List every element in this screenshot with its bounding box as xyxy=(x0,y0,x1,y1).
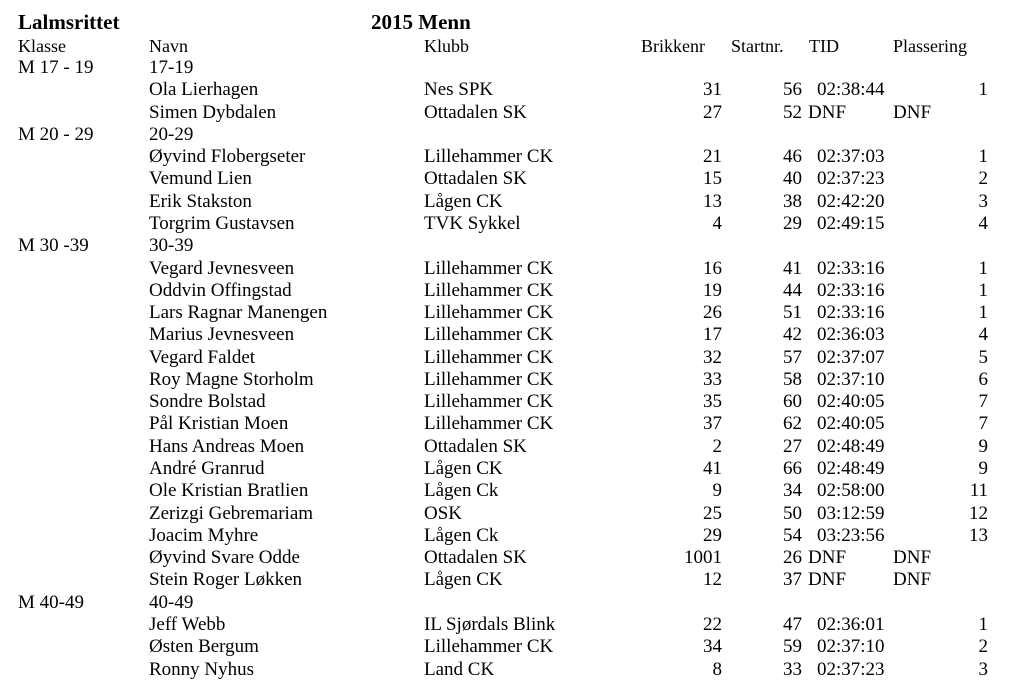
rider-name: Øyvind Svare Odde xyxy=(149,547,300,568)
document-title: Lalmsrittet xyxy=(18,10,120,34)
table-row xyxy=(0,436,1013,458)
class-age-range: 30-39 xyxy=(149,235,194,256)
table-row xyxy=(0,191,1013,213)
placement: 4 xyxy=(978,213,988,234)
start-number: 54 xyxy=(783,525,802,546)
finish-time: 02:36:01 xyxy=(817,614,885,635)
table-row xyxy=(0,258,1013,280)
chip-number: 16 xyxy=(703,258,722,279)
rider-club: OSK xyxy=(424,503,463,524)
finish-time: 02:33:16 xyxy=(817,258,885,279)
start-number: 33 xyxy=(783,659,802,680)
header-klubb: Klubb xyxy=(424,36,469,56)
class-age-range: 17-19 xyxy=(149,57,194,78)
rider-club: Lillehammer CK xyxy=(424,636,554,657)
rider-name: Pål Kristian Moen xyxy=(149,413,289,434)
table-row xyxy=(0,302,1013,324)
rider-name: Vemund Lien xyxy=(149,168,252,189)
finish-time: 02:33:16 xyxy=(817,302,885,323)
rider-name: Jeff Webb xyxy=(149,614,226,635)
rider-name: Hans Andreas Moen xyxy=(149,436,305,457)
rider-club: Nes SPK xyxy=(424,79,494,100)
start-number: 42 xyxy=(783,324,802,345)
chip-number: 34 xyxy=(703,636,722,657)
chip-number: 37 xyxy=(703,413,722,434)
placement: 3 xyxy=(978,659,988,680)
rider-name: Østen Bergum xyxy=(149,636,259,657)
start-number: 57 xyxy=(783,347,802,368)
placement: DNF xyxy=(893,102,932,123)
header-navn: Navn xyxy=(149,36,188,56)
finish-time: 02:37:07 xyxy=(817,347,885,368)
document-subtitle: 2015 Menn xyxy=(371,10,471,34)
table-row xyxy=(0,569,1013,591)
class-row xyxy=(0,124,1013,146)
start-number: 26 xyxy=(783,547,802,568)
placement: DNF xyxy=(893,569,932,590)
start-number: 60 xyxy=(783,391,802,412)
rider-club: IL Sjørdals Blink xyxy=(424,614,556,635)
start-number: 59 xyxy=(783,636,802,657)
start-number: 56 xyxy=(783,79,802,100)
rider-club: Lågen Ck xyxy=(424,525,499,546)
rider-name: Ronny Nyhus xyxy=(149,659,255,680)
rider-name: Ole Kristian Bratlien xyxy=(149,480,309,501)
chip-number: 1001 xyxy=(684,547,722,568)
start-number: 34 xyxy=(783,480,802,501)
rider-name: Oddvin Offingstad xyxy=(149,280,292,301)
table-row xyxy=(0,525,1013,547)
rider-name: Joacim Myhre xyxy=(149,525,259,546)
rider-name: Stein Roger Løkken xyxy=(149,569,303,590)
table-row xyxy=(0,168,1013,190)
rider-club: TVK Sykkel xyxy=(424,213,521,234)
chip-number: 21 xyxy=(703,146,722,167)
rider-name: Øyvind Flobergseter xyxy=(149,146,306,167)
table-row xyxy=(0,413,1013,435)
table-row xyxy=(0,280,1013,302)
rider-club: Ottadalen SK xyxy=(424,102,527,123)
rider-club: Lillehammer CK xyxy=(424,369,554,390)
placement: 4 xyxy=(978,324,988,345)
finish-time: 02:58:00 xyxy=(817,480,885,501)
rider-name: Zerizgi Gebremariam xyxy=(149,503,314,524)
rider-club: Lågen CK xyxy=(424,191,503,212)
placement: 1 xyxy=(978,302,988,323)
placement: DNF xyxy=(893,547,932,568)
chip-number: 27 xyxy=(703,102,722,123)
finish-time: 02:37:10 xyxy=(817,636,885,657)
class-row xyxy=(0,592,1013,614)
placement: 1 xyxy=(978,258,988,279)
rider-club: Lågen CK xyxy=(424,569,503,590)
start-number: 62 xyxy=(783,413,802,434)
placement: 5 xyxy=(978,347,988,368)
placement: 1 xyxy=(978,146,988,167)
chip-number: 9 xyxy=(712,480,722,501)
placement: 9 xyxy=(978,436,988,457)
rider-club: Lillehammer CK xyxy=(424,324,554,345)
finish-time: 02:48:49 xyxy=(817,458,885,479)
finish-time: 02:49:15 xyxy=(817,213,885,234)
rider-name: Marius Jevnesveen xyxy=(149,324,295,345)
finish-time: 02:37:23 xyxy=(817,659,885,680)
chip-number: 12 xyxy=(703,569,722,590)
chip-number: 19 xyxy=(703,280,722,301)
finish-time: 02:36:03 xyxy=(817,324,885,345)
finish-time: 02:48:49 xyxy=(817,436,885,457)
rider-name: Lars Ragnar Manengen xyxy=(149,302,328,323)
rider-club: Lillehammer CK xyxy=(424,413,554,434)
chip-number: 26 xyxy=(703,302,722,323)
rider-name: Ola Lierhagen xyxy=(149,79,259,100)
chip-number: 25 xyxy=(703,503,722,524)
chip-number: 15 xyxy=(703,168,722,189)
rider-name: Roy Magne Storholm xyxy=(149,369,314,390)
start-number: 46 xyxy=(783,146,802,167)
placement: 3 xyxy=(978,191,988,212)
class-label: M 17 - 19 xyxy=(18,57,94,78)
table-row xyxy=(0,636,1013,658)
finish-time: 02:33:16 xyxy=(817,280,885,301)
rider-name: Vegard Jevnesveen xyxy=(149,258,295,279)
rider-club: Lillehammer CK xyxy=(424,280,554,301)
placement: 12 xyxy=(969,503,988,524)
chip-number: 4 xyxy=(712,213,722,234)
rider-club: Lillehammer CK xyxy=(424,258,554,279)
finish-time: DNF xyxy=(808,547,847,568)
class-label: M 30 -39 xyxy=(18,235,89,256)
placement: 13 xyxy=(969,525,988,546)
chip-number: 41 xyxy=(703,458,722,479)
header-startnr: Startnr. xyxy=(731,36,784,56)
finish-time: DNF xyxy=(808,569,847,590)
finish-time: 02:40:05 xyxy=(817,413,885,434)
placement: 2 xyxy=(978,636,988,657)
rider-club: Lågen CK xyxy=(424,458,503,479)
header-klasse: Klasse xyxy=(18,36,66,56)
finish-time: 02:42:20 xyxy=(817,191,885,212)
chip-number: 35 xyxy=(703,391,722,412)
start-number: 38 xyxy=(783,191,802,212)
chip-number: 33 xyxy=(703,369,722,390)
table-row xyxy=(0,614,1013,636)
rider-club: Ottadalen SK xyxy=(424,168,527,189)
rider-name: Sondre Bolstad xyxy=(149,391,266,412)
table-row xyxy=(0,324,1013,346)
start-number: 29 xyxy=(783,213,802,234)
finish-time: 03:23:56 xyxy=(817,525,885,546)
table-row xyxy=(0,347,1013,369)
table-row xyxy=(0,480,1013,502)
start-number: 51 xyxy=(783,302,802,323)
start-number: 50 xyxy=(783,503,802,524)
start-number: 47 xyxy=(783,614,802,635)
rider-club: Lillehammer CK xyxy=(424,347,554,368)
chip-number: 32 xyxy=(703,347,722,368)
header-tid: TID xyxy=(809,36,839,56)
chip-number: 29 xyxy=(703,525,722,546)
table-row xyxy=(0,102,1013,124)
placement: 6 xyxy=(978,369,988,390)
rider-name: Erik Stakston xyxy=(149,191,252,212)
header-plassering: Plassering xyxy=(893,36,967,56)
start-number: 66 xyxy=(783,458,802,479)
placement: 9 xyxy=(978,458,988,479)
class-row xyxy=(0,57,1013,79)
finish-time: 02:37:10 xyxy=(817,369,885,390)
table-row xyxy=(0,458,1013,480)
table-row xyxy=(0,659,1013,681)
finish-time: 02:40:05 xyxy=(817,391,885,412)
rider-name: Simen Dybdalen xyxy=(149,102,277,123)
rider-name: Torgrim Gustavsen xyxy=(149,213,295,234)
table-row xyxy=(0,213,1013,235)
rider-club: Lillehammer CK xyxy=(424,302,554,323)
finish-time: DNF xyxy=(808,102,847,123)
class-label: M 40-49 xyxy=(18,592,84,613)
table-row xyxy=(0,547,1013,569)
rider-club: Lillehammer CK xyxy=(424,391,554,412)
finish-time: 02:37:23 xyxy=(817,168,885,189)
chip-number: 22 xyxy=(703,614,722,635)
finish-time: 02:37:03 xyxy=(817,146,885,167)
placement: 2 xyxy=(978,168,988,189)
start-number: 37 xyxy=(783,569,802,590)
chip-number: 13 xyxy=(703,191,722,212)
rider-club: Ottadalen SK xyxy=(424,547,527,568)
rider-club: Ottadalen SK xyxy=(424,436,527,457)
class-label: M 20 - 29 xyxy=(18,124,94,145)
rider-club: Land CK xyxy=(424,659,495,680)
placement: 11 xyxy=(969,480,988,501)
placement: 1 xyxy=(978,79,988,100)
start-number: 52 xyxy=(783,102,802,123)
finish-time: 03:12:59 xyxy=(817,503,885,524)
start-number: 58 xyxy=(783,369,802,390)
table-row xyxy=(0,79,1013,101)
table-row xyxy=(0,146,1013,168)
chip-number: 31 xyxy=(703,79,722,100)
class-row xyxy=(0,235,1013,257)
rider-name: Vegard Faldet xyxy=(149,347,256,368)
placement: 1 xyxy=(978,280,988,301)
start-number: 27 xyxy=(783,436,802,457)
finish-time: 02:38:44 xyxy=(817,79,885,100)
table-row xyxy=(0,391,1013,413)
start-number: 40 xyxy=(783,168,802,189)
start-number: 41 xyxy=(783,258,802,279)
rider-club: Lågen Ck xyxy=(424,480,499,501)
header-brikkenr: Brikkenr xyxy=(641,36,705,56)
rider-club: Lillehammer CK xyxy=(424,146,554,167)
placement: 7 xyxy=(978,391,988,412)
placement: 1 xyxy=(978,614,988,635)
chip-number: 8 xyxy=(712,659,722,680)
rider-name: André Granrud xyxy=(149,458,265,479)
class-age-range: 20-29 xyxy=(149,124,194,145)
chip-number: 17 xyxy=(703,324,722,345)
table-row xyxy=(0,369,1013,391)
class-age-range: 40-49 xyxy=(149,592,194,613)
start-number: 44 xyxy=(783,280,802,301)
chip-number: 2 xyxy=(712,436,722,457)
placement: 7 xyxy=(978,413,988,434)
table-row xyxy=(0,503,1013,525)
